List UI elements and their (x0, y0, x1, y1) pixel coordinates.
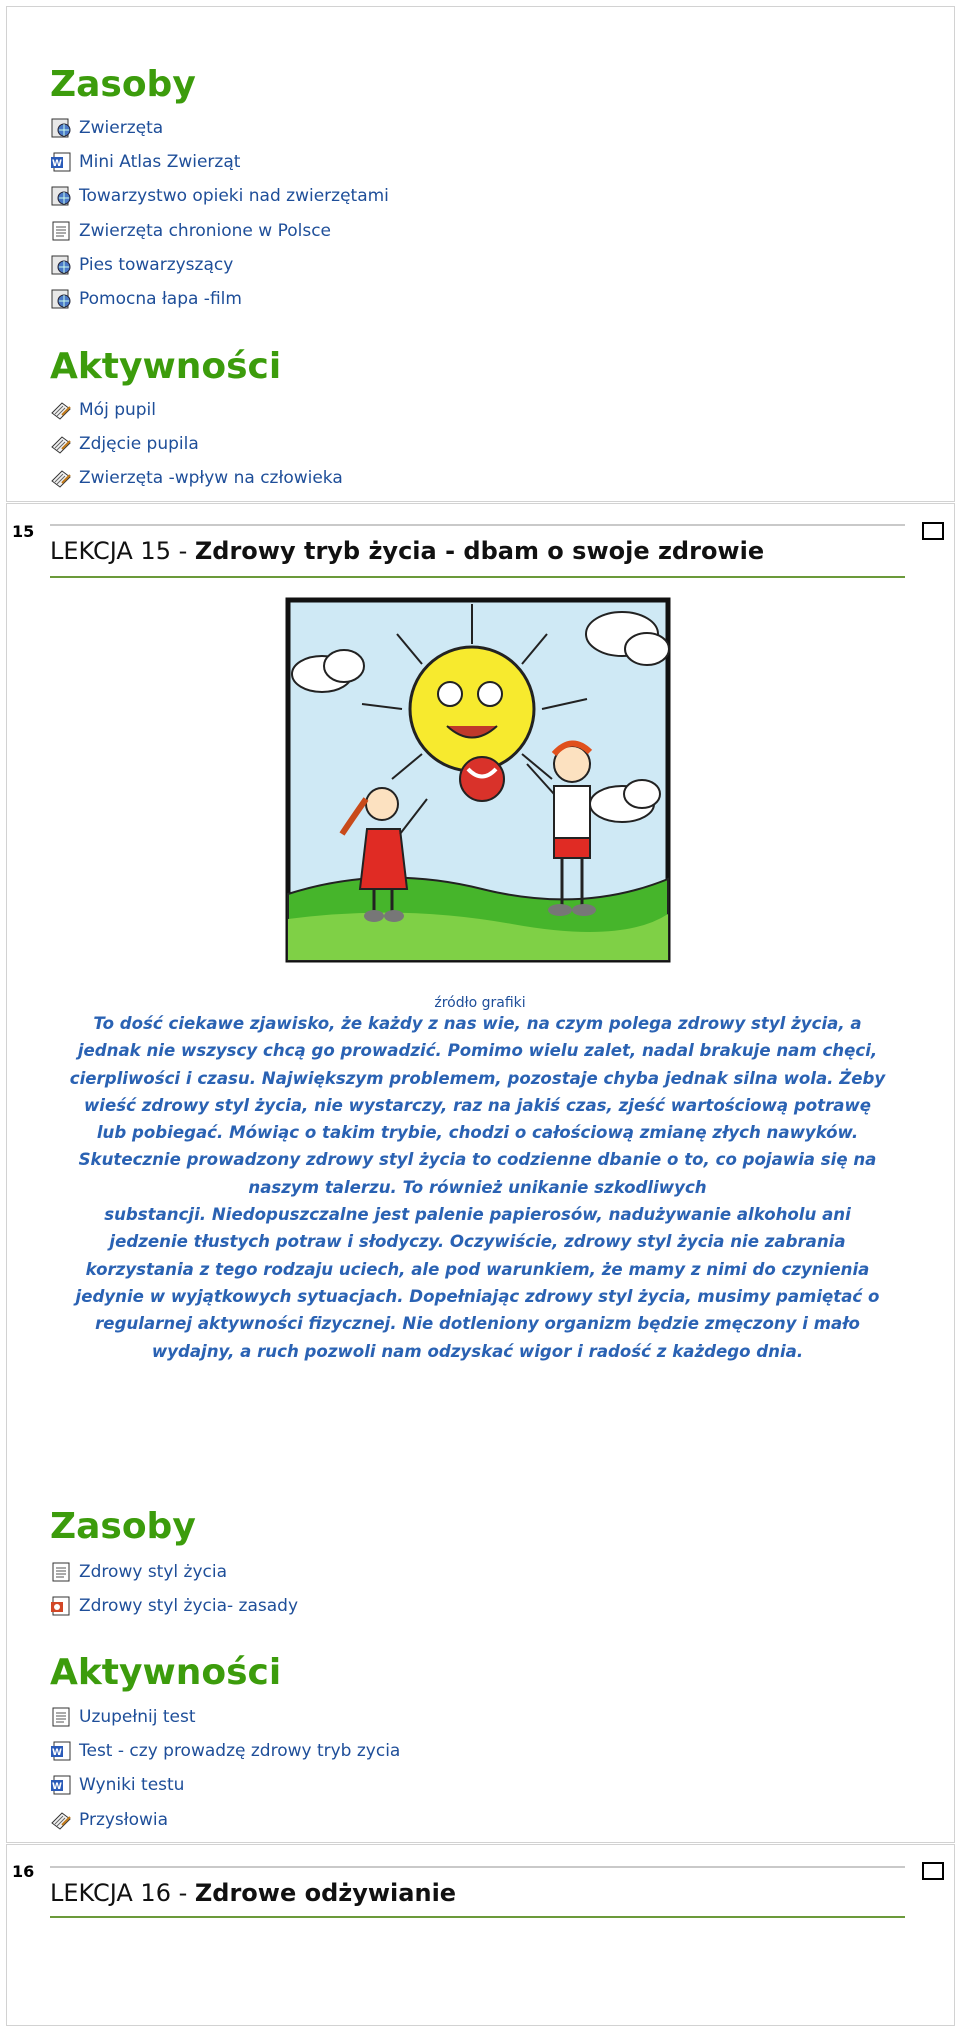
section-toggle-checkbox[interactable] (922, 522, 944, 540)
activity-link[interactable]: Test - czy prowadzę zdrowy tryb zycia (79, 1741, 401, 1762)
activities-list (50, 393, 343, 496)
paragraph-line: To dość ciekawe zjawisko, że każdy z nas wie, na czym polega zdrowy styl życia, a (93, 1014, 862, 1033)
title-bottom-rule (50, 1916, 905, 1918)
paragraph-line: Skutecznie prowadzony zdrowy styl życia to codzienne dbanie o to, co pojawia się na (78, 1150, 877, 1170)
resource-link[interactable]: Zwierzęta chronione w Polsce (79, 220, 332, 241)
paragraph-line: substancji. Niedopuszczalne jest palenie papierosów, nadużywanie alkoholu ani (104, 1205, 851, 1225)
section-number: 15 (12, 522, 35, 541)
lesson-illustration (282, 594, 675, 974)
resource-item (50, 179, 389, 213)
activity-link[interactable]: Zwierzęta -wpływ na człowieka (79, 468, 343, 489)
activities-heading: Aktywności (50, 346, 282, 387)
page-icon (50, 1561, 72, 1583)
word-document-icon (50, 1740, 72, 1762)
title-top-rule (50, 1866, 905, 1868)
section-toggle-checkbox[interactable] (922, 1862, 944, 1880)
resource-link[interactable]: Pies towarzyszący (79, 254, 234, 275)
activity-item (50, 461, 343, 495)
word-document-icon (50, 151, 72, 173)
lesson-title-prefix: LEKCJA 16 - (50, 1879, 195, 1907)
assignment-icon (50, 467, 72, 489)
resources-heading: Zasoby (50, 64, 196, 105)
activity-item (50, 393, 343, 427)
resource-item (50, 145, 389, 179)
image-credit-link[interactable]: źródło grafiki (434, 995, 526, 1011)
resources-list (50, 1555, 298, 1623)
activity-link[interactable]: Zdjęcie pupila (79, 434, 199, 455)
activities-list (50, 1700, 400, 1837)
resource-item (50, 282, 389, 316)
lesson-title (50, 1879, 456, 1907)
title-bottom-rule (50, 576, 905, 578)
resource-item (50, 248, 389, 282)
paragraph-line: naszym talerzu. To również unikanie szkodliwych (248, 1177, 707, 1197)
paragraph-line: lub pobiegać. Mówiąc o takim trybie, chodzi o całościową zmianę złych nawyków. (96, 1123, 859, 1143)
title-top-rule (50, 524, 905, 526)
resource-item (50, 214, 389, 248)
resource-item (50, 1589, 298, 1623)
activity-item (50, 1768, 400, 1802)
paragraph-line: korzystania z tego rodzaju uciech, ale pod warunkiem, że mamy z nimi do czynienia (85, 1259, 870, 1279)
activities-heading: Aktywności (50, 1652, 282, 1693)
assignment-icon (50, 433, 72, 455)
activity-item (50, 1734, 400, 1768)
paragraph-line: jednak nie wszyscy chcą go prowadzić. Pomimo wielu zalet, nadal brakuje nam chęci, (77, 1041, 878, 1061)
paragraph-line: regularnej aktywności fizycznej. Nie dotleniony organizm będzie zmęczony i mało (95, 1314, 860, 1334)
lesson-title-bold: Zdrowe odżywianie (194, 1879, 457, 1907)
resource-link[interactable]: Mini Atlas Zwierząt (79, 152, 241, 173)
resource-item (50, 111, 389, 145)
activity-link[interactable]: Wyniki testu (79, 1775, 185, 1796)
svg-text:W: W (52, 159, 62, 170)
resources-list (50, 111, 389, 316)
resource-link[interactable]: Zdrowy styl życia (79, 1562, 228, 1583)
web-link-icon (50, 185, 72, 207)
word-document-icon (50, 1774, 72, 1796)
section-16 (6, 1844, 955, 2026)
svg-text:W: W (52, 1782, 62, 1793)
resource-link[interactable]: Towarzystwo opieki nad zwierzętami (79, 186, 389, 207)
section-number: 16 (12, 1862, 35, 1881)
resources-heading: Zasoby (50, 1506, 196, 1547)
page-icon (50, 1706, 72, 1728)
lesson-title-bold: Zdrowy tryb życia - dbam o swoje zdrowie (194, 537, 765, 565)
web-link-icon (50, 288, 72, 310)
paragraph-line: cierpliwości i czasu. Największym problemem, pozostaje chyba jednak silna wola. Żeby (69, 1068, 886, 1088)
powerpoint-icon (50, 1595, 72, 1617)
paragraph-line: wydajny, a ruch pozwoli nam odzyskać wigor i radość z każdego dnia. (151, 1341, 804, 1361)
paragraph-line: jedynie w wyjątkowych sytuacjach. Dopełniając zdrowy styl życia, musimy pamiętać o (75, 1286, 880, 1306)
svg-text:W: W (52, 1748, 62, 1759)
activity-item (50, 1803, 400, 1837)
lesson-paragraph (50, 1010, 905, 1365)
web-link-icon (50, 254, 72, 276)
paragraph-line: jedzenie tłustych potraw i słodyczy. Oczywiście, zdrowy styl życia nie zabrania (109, 1232, 846, 1252)
resource-item (50, 1555, 298, 1589)
resource-link[interactable]: Zdrowy styl życia- zasady (79, 1596, 299, 1617)
paragraph-line: wieść zdrowy styl życia, nie wystarczy, raz na jakiś czas, zjeść wartościową potrawę (83, 1095, 872, 1115)
activity-item (50, 1700, 400, 1734)
activity-link[interactable]: Uzupełnij test (79, 1707, 196, 1728)
resource-link[interactable]: Pomocna łapa -film (79, 289, 242, 310)
assignment-icon (50, 399, 72, 421)
activity-link[interactable]: Mój pupil (79, 400, 156, 421)
lesson-title (50, 537, 764, 565)
assignment-icon (50, 1809, 72, 1831)
resource-link[interactable]: Zwierzęta (79, 118, 164, 139)
web-link-icon (50, 117, 72, 139)
activity-item (50, 427, 343, 461)
page-icon (50, 220, 72, 242)
activity-link[interactable]: Przysłowia (79, 1809, 169, 1830)
lesson-title-prefix: LEKCJA 15 - (50, 537, 195, 565)
